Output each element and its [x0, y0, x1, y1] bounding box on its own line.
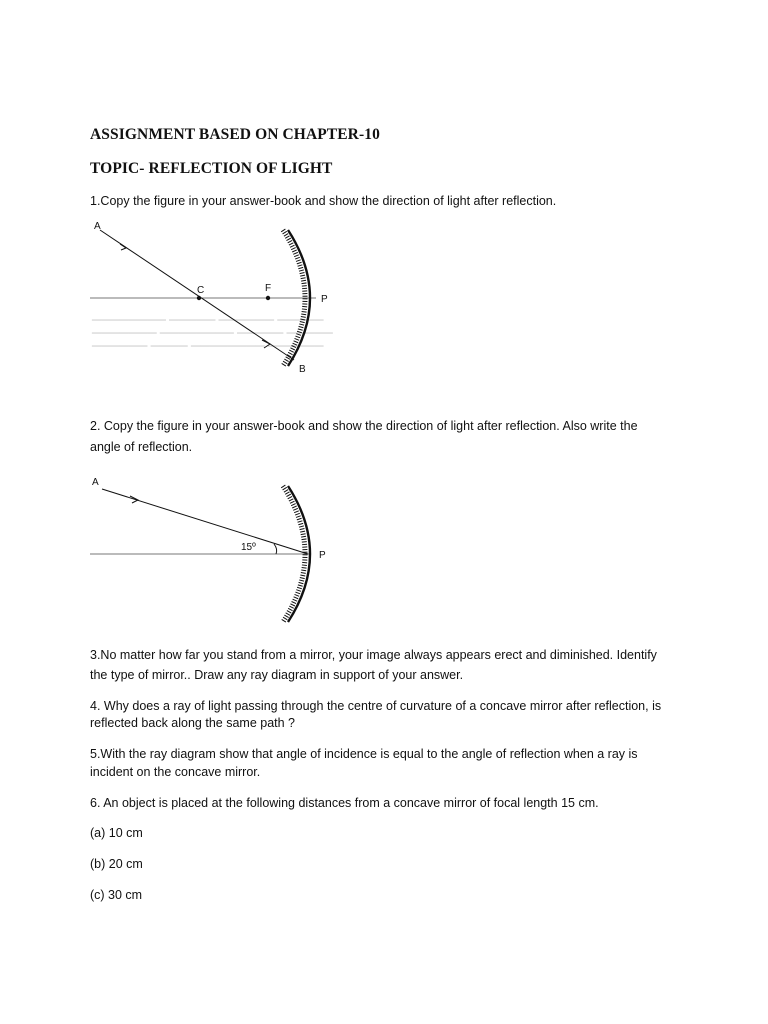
show-through-text: ▁▁▁▁▁▁▁▁ ▁▁▁▁▁ ▁▁▁▁▁▁ ▁▁▁▁▁ ▁▁▁▁▁▁▁ ▁▁▁▁▁▁▁▁ ▁▁▁▁▁ ▁▁▁▁▁ ▁▁▁▁▁▁ ▁▁▁▁ ▁▁▁▁▁▁▁▁ ▁▁▁▁▁▁ [92, 307, 333, 347]
question-2-line-2: angle of reflection. [90, 440, 193, 454]
option-c: (c) 30 cm [90, 888, 143, 902]
angle-label: 15º [241, 542, 256, 553]
question-5-line-1: 5.With the ray diagram show that angle of incidence is equal to the angle of reflection when a ray is [90, 747, 638, 761]
option-b: (b) 20 cm [90, 857, 143, 871]
label-a: A [92, 477, 99, 488]
label-f: F [265, 283, 272, 294]
question-3-line-1: 3.No matter how far you stand from a mirror, your image always appears erect and diminished. Identify [90, 648, 657, 662]
label-p: P [319, 550, 326, 561]
question-5-line-2: incident on the concave mirror. [90, 765, 261, 779]
angle-arc [274, 544, 277, 554]
question-1: 1.Copy the figure in your answer-book and show the direction of light after reflection. [90, 194, 557, 208]
figure-2-diagram [88, 470, 348, 628]
incident-ray [102, 489, 308, 554]
label-c: C [197, 285, 205, 296]
point-c [197, 296, 201, 300]
point-f [266, 296, 270, 300]
label-a: A [94, 222, 101, 232]
question-6: 6. An object is placed at the following distances from a concave mirror of focal length 15 cm. [90, 796, 599, 810]
option-a: (a) 10 cm [90, 826, 143, 840]
assignment-heading: ASSIGNMENT BASED ON CHAPTER-10 [90, 126, 380, 143]
label-b: B [299, 364, 306, 375]
figure-1-diagram [88, 222, 348, 380]
label-p: P [321, 294, 328, 305]
topic-heading: TOPIC- REFLECTION OF LIGHT [90, 160, 333, 177]
question-4-line-2: reflected back along the same path ? [90, 716, 295, 730]
question-3-line-2: the type of mirror.. Draw any ray diagram in support of your answer. [90, 668, 464, 682]
question-2-line-1: 2. Copy the figure in your answer-book and show the direction of light after reflection. Also write the [90, 419, 638, 433]
question-4-line-1: 4. Why does a ray of light passing through the centre of curvature of a concave mirror after reflection, is [90, 699, 662, 713]
